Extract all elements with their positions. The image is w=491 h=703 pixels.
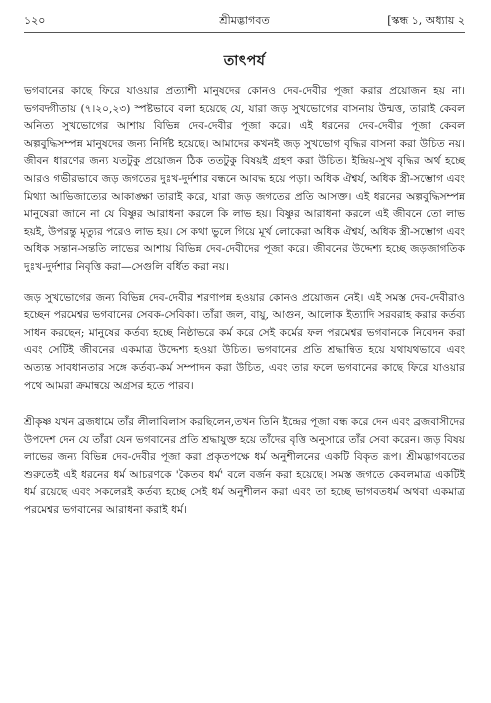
page-number: ১২০: [24, 14, 46, 27]
paragraph-3: শ্রীকৃষ্ণ যখন ব্রজধামে তাঁর লীলাবিলাস করছিলেন,তখন তিনি ইন্দ্রের পূজা বন্ধ করে দেন এবং ব্রজবাসীদের উপদেশ দেন যে তাঁরা যেন ভগবানের প্রতি শ্রদ্ধাযুক্ত হয়ে তাঁদের বৃত্তি অনুসারে তাঁর সেবা করেন। জড় বিষয় লাভের জন্য বিভিন্ন দেব-দেবীর পূজা করা প্রকৃতপক্ষে ধর্ম অনুশীলনের একটি বিকৃত রূপ। শ্রীমদ্ভাগবতের শুরুতেই এই ধরনের ধর্ম আচরণকে 'কৈতব ধর্ম' বলে বর্জন করা হয়েছে। সমস্ত জগতে কেবলমাত্র একটিই ধর্ম রয়েছে এবং সকলেরই কর্তব্য হচ্ছে সেই ধর্ম অনুশীলন করা এবং তা হচ্ছে ভাগবতধর্ম অথবা একমাত্র পরমেশ্বর ভগবানের আরাধনা করাই ধর্ম।: [24, 416, 465, 517]
paragraph-1: ভগবানের কাছে ফিরে যাওয়ার প্রত্যাশী মানুষদের কোনও দেব-দেবীর পূজা করার প্রয়োজন হয় না। ভগবদ্গীতায় (৭।২০,২৩) স্পষ্টভাবে বলা হয়েছে যে, যারা জড় সুখভোগের বাসনায় উন্মত্ত, তারাই কেবল অনিত্য সুখভোগের আশায় বিভিন্ন দেব-দেবীর পূজা করে। এই ধরনের দেব-দেবীর পূজা কেবল অল্পবুদ্ধিসম্পন্ন মানুষদের জন্য নির্দিষ্ট হয়েছে। আমাদের কখনই জড় সুখভোগ বৃদ্ধির বাসনা করা উচিত নয়। জীবন ধারণের জন্য যতটুকু প্রয়োজন ঠিক ততটুকু বিষয়ই গ্রহণ করা উচিত। ইন্দ্রিয়-সুখ বৃদ্ধির অর্থ হচ্ছে আরও গভীরভাবে জড় জগতের দুঃখ-দুর্দশার বন্ধনে আবদ্ধ হয়ে পড়া। অধিক ঐশ্বর্য, অধিক স্ত্রী-সম্ভোগ এবং মিথ্যা আভিজাত্যের আকাঙ্ক্ষা তারাই করে, যারা জড় জগতের প্রতি আসক্ত। এই ধরনের অল্পবুদ্ধিসম্পন্ন মানুষেরা জানে না যে বিষ্ণুর আরাধনা করলে কি লাভ হয়। বিষ্ণুর আরাধনা করলে এই জীবনে তো লাভ হয়ই, উপরন্তু মৃত্যুর পরেও লাভ হয়। সে কথা ভুলে গিয়ে মূর্খ লোকেরা অধিক ঐশ্বর্য, অধিক স্ত্রী-সম্ভোগ এবং অধিক সন্তান-সন্ততি লাভের আশায় বিভিন্ন দেব-দেবীদের পূজা করে। জীবনের উদ্দেশ্য হচ্ছে জড়জাগতিক দুঃখ-দুর্দশার নিবৃত্তি করা—সেগুলি বর্ধিত করা নয়।: [24, 85, 465, 273]
page-header: [24, 10, 465, 33]
book-title: শ্রীমদ্ভাগবত: [219, 14, 270, 27]
canto-chapter-reference: [স্কন্ধ ১, অধ্যায় ২: [387, 14, 465, 27]
section-heading: তাৎপর্য: [223, 53, 266, 69]
paragraph-2: জড় সুখভোগের জন্য বিভিন্ন দেব-দেবীর শরণাপন্ন হওয়ার কোনও প্রয়োজন নেই। এই সমস্ত দেব-দেবীরাও হচ্ছেন পরমেশ্বর ভগবানের সেবক-সেবিকা। তাঁরা জল, বায়ু, আগুন, আলোক ইত্যাদি সরবরাহ করার কর্তব্য সাধন করছেন; মানুষের কর্তব্য হচ্ছে নিষ্ঠাভরে কর্ম করে সেই কর্মের ফল পরমেশ্বর ভগবানকে নিবেদন করা এবং সেটিই জীবনের একমাত্র উদ্দেশ্য হওয়া উচিত। ভগবানের প্রতি শ্রদ্ধান্বিত হয়ে যথাযথভাবে এবং অত্যন্ত সাবধানতার সঙ্গে কর্তব্য-কর্ম সম্পাদন করা উচিত, এবং তার ফলে ভগবানের কাছে ফিরে যাওয়ার পথে আমরা ক্রমান্বয়ে অগ্রসর হতে পারব।: [24, 291, 465, 392]
